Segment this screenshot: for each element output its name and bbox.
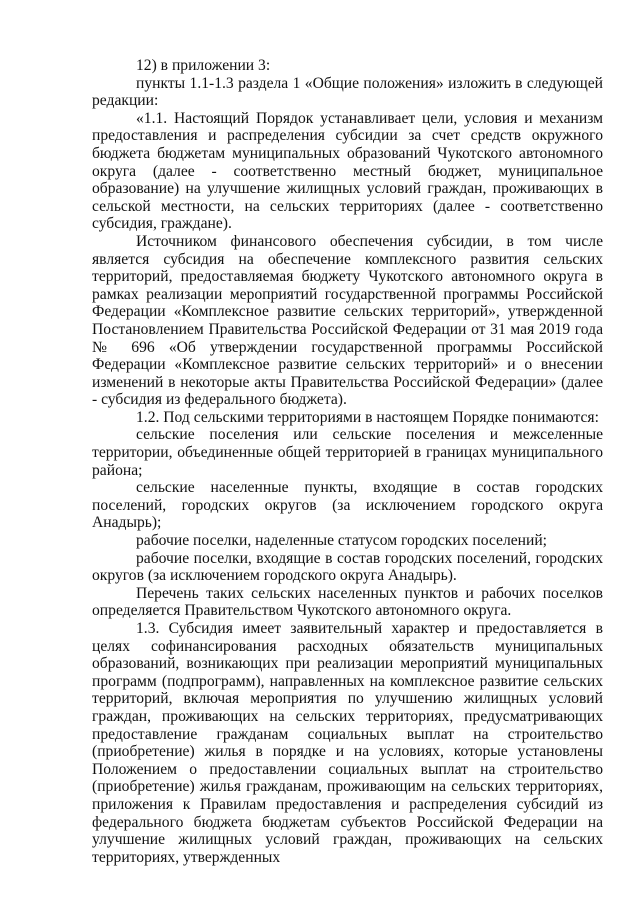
paragraph-intro: пункты 1.1-1.3 раздела 1 «Общие положения» изложить в следующей редакции: [92, 74, 603, 110]
paragraph-1-2: 1.2. Под сельскими территориями в настоящем Порядке понимаются: [136, 408, 599, 426]
paragraph-funding-source: Источником финансового обеспечения субсидии, в том числе является субсидия на обеспечение комплексного развития сельских территорий, предоставляемая бюджету Чукотского автономного округа в рамках реализации мероприятий государственной программы Российской Федерации «Комплексное развитие сельских территорий», утвержденной Постановлением Правительства Российской Федерации от 31 мая 2019 года № 696 «Об утверждении государственной программы Российской Федерации «Комплексное развитие сельских территорий» и о внесении изменений в некоторые акты Правительства Российской Федерации» (далее - субсидия из федерального бюджета). [92, 232, 603, 409]
list-item-rural-settlements: сельские поселения или сельские поселения и межселенные территории, объединенные общей территорией в границах муниципального района; [92, 426, 603, 479]
paragraph-1-1: «1.1. Настоящий Порядок устанавливает цели, условия и механизм предоставления и распределения субсидии за счет средств окружного бюджета бюджетам муниципальных образований Чукотского автономного округа (далее - соответственно местный бюджет, муниципальное образование) на улучшение жилищных условий граждан, проживающих в сельской местности, на сельских территориях (далее - соответственно субсидия, граждане). [92, 109, 603, 233]
paragraph-1-3: 1.3. Субсидия имеет заявительный характер и предоставляется в целях софинансирования расходных обязательств муниципальных образований, возникающих при реализации мероприятий муниципальных программ (подпрограмм), направленных на комплексное развитие сельских территорий, включая мероприятия по улучшению жилищных условий граждан, проживающих на сельских территориях, предусматривающих предоставление гражданам социальных выплат на строительство (приобретение) жилья в порядке и на условиях, которые установлены Положением о предоставлении социальных выплат на строительство (приобретение) жилья гражданам, проживающим на сельских территориях, приложения к Правилам предоставления и распределения субсидий из федерального бюджета бюджетам субъектов Российской Федерации на улучшение жилищных условий граждан, проживающих на сельских территориях, утвержденных [92, 620, 603, 866]
list-item-rural-localities: сельские населенные пункты, входящие в состав городских поселений, городских округов (за исключением городского округа Анадырь); [92, 479, 603, 532]
paragraph-list-definition: Перечень таких сельских населенных пунктов и рабочих поселков определяется Правительством Чукотского автономного округа. [92, 584, 603, 620]
document-page [92, 57, 603, 866]
list-item-work-settlements-status: рабочие поселки, наделенные статусом городских поселений; [136, 532, 548, 550]
list-item-work-settlements-included: рабочие поселки, входящие в состав городских поселений, городских округов (за исключением городского округа Анадырь). [92, 549, 603, 585]
paragraph-item-heading: 12) в приложении 3: [136, 57, 271, 74]
